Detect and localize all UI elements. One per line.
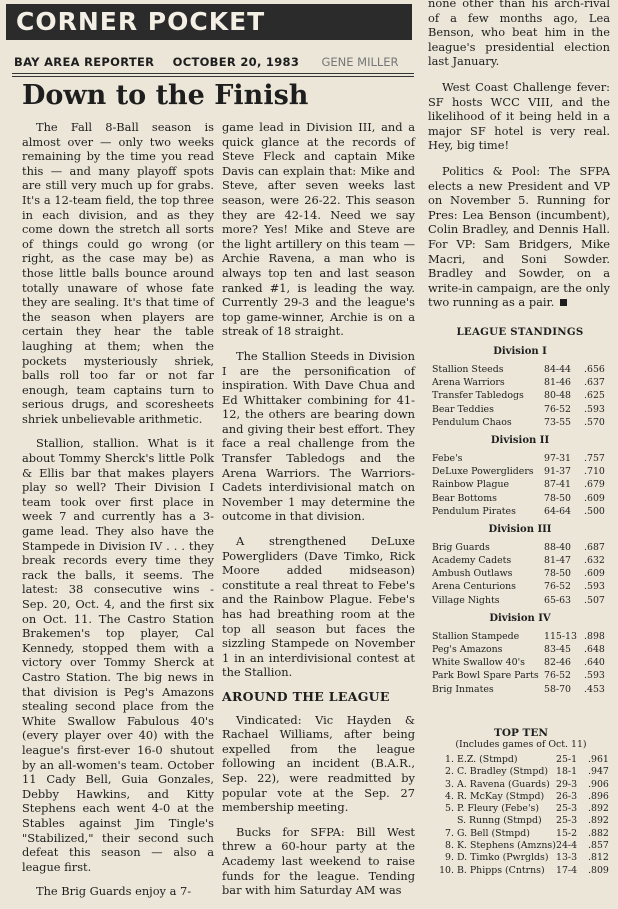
team-pct: .593 <box>584 581 605 593</box>
team-pct: .656 <box>584 364 605 375</box>
player-name: K. Stephens (Amzns) <box>457 840 556 852</box>
player-rank: 4. <box>445 790 454 802</box>
team-record: 83-45 <box>544 644 572 655</box>
player-name: B. Phipps (Cntrns) <box>457 864 545 876</box>
team-pct: .679 <box>584 479 605 491</box>
paragraph: The Fall 8-Ball season is almost over — only two weeks remaining by the time you read this — and many playoff spots are still very much up for grabs. It's a 12-team field, the top three in each division, and as they come down the stretch all sorts of things could go wrong (or right, as the case may be) as those little balls bounce around totally unaware of whose fate they are sealing. It's that time of the season when players are certain they hear the table laughing at them; when the pockets mysteriously shriek, balls roll too far or not far enough, team captains turn to serious drugs, and scoresheets shriek unbelievable arithmetic. <box>22 120 214 426</box>
standings-row <box>428 389 612 402</box>
team-record: 58-70 <box>544 683 572 695</box>
top-ten-subtitle: (Includes games of Oct. 11) <box>455 739 587 750</box>
header-rule <box>12 73 414 74</box>
player-rank: 10. <box>439 864 454 876</box>
top-ten <box>430 727 612 877</box>
paragraph: West Coast Challenge fever: SF hosts WCC VIII, and the likelihood of it being held in a major SF hotel is very real. Hey, big time! <box>428 79 610 153</box>
player-pct: .947 <box>588 766 609 778</box>
team-name: Rainbow Plague <box>432 479 510 491</box>
standings-row <box>428 630 612 643</box>
team-name: Stallion Steeds <box>432 364 504 375</box>
team-pct: .609 <box>584 568 605 580</box>
team-name: DeLuxe Powergliders <box>432 466 534 478</box>
standings-row <box>428 594 612 607</box>
player-name: R. McKay (Stmpd) <box>457 790 545 802</box>
player-pct: .882 <box>588 827 609 839</box>
team-name: Transfer Tabledogs <box>432 390 524 402</box>
paragraph-with-end-mark <box>428 164 610 310</box>
standings-row <box>428 683 612 696</box>
team-record: 78-50 <box>544 568 572 580</box>
standings-row <box>428 492 612 505</box>
top-ten-rows <box>430 754 612 877</box>
team-record: 80-48 <box>544 390 572 402</box>
player-rank: 3. <box>445 778 454 790</box>
team-name: White Swallow 40's <box>432 657 525 669</box>
player-name: E.Z. (Stmpd) <box>457 754 518 765</box>
team-name: Pendulum Pirates <box>432 505 516 517</box>
player-pct: .961 <box>588 754 609 765</box>
standings-divisions <box>428 346 612 696</box>
team-name: Brig Inmates <box>432 683 494 695</box>
paragraph: A strengthened DeLuxe Powergliders (Dave Timko, Rick Moore added midseason) constitute a real threat to Febe's and the Rainbow Plague. Febe's has had breathing room at the top all season but faces the sizzling Stampede on November 1 in an interdivisional contest at the Stallion. <box>222 534 415 680</box>
top-ten-row <box>430 791 612 803</box>
paragraph: none other than his arch-rival of a few months ago, Lea Benson, who beat him in the league's presidential election last January. <box>428 0 610 69</box>
top-ten-row <box>430 803 612 815</box>
team-record: 76-52 <box>544 403 572 415</box>
player-pct: .892 <box>588 803 609 815</box>
top-ten-row <box>430 828 612 840</box>
standings-row <box>428 541 612 554</box>
player-name: A. Ravena (Guards) <box>457 778 550 790</box>
standings-row <box>428 452 612 465</box>
player-name: S. Runng (Stmpd) <box>457 815 542 827</box>
player-name: D. Timko (Pwrglds) <box>457 852 549 864</box>
player-record: 15-2 <box>556 827 578 839</box>
team-pct: .687 <box>584 541 605 553</box>
team-pct: .593 <box>584 403 605 415</box>
player-name: P. Fleury (Febe's) <box>457 803 540 815</box>
team-pct: .625 <box>584 390 605 402</box>
player-rank: 9. <box>445 852 454 864</box>
team-record: 82-46 <box>544 657 572 669</box>
team-name: Brig Guards <box>432 541 490 553</box>
player-pct: .906 <box>588 778 609 790</box>
player-pct: .812 <box>588 852 609 864</box>
paragraph-text: Politics & Pool: The SFPA elects a new President and VP on November 5. Running for Pres: Lea Benson (incumbent), Colin Bradley, and Dennis Hall. For VP: Sam Bridgers, Mike Macri, and Soni Sowder. Bradley and Sowder, on a write-in campaign, are the only two running as a pair. <box>428 163 610 310</box>
player-record: 29-3 <box>556 778 578 790</box>
article-column-2 <box>222 120 415 908</box>
standings-row <box>428 478 612 491</box>
team-name: Bear Teddies <box>432 403 494 415</box>
top-ten-row <box>430 779 612 791</box>
team-record: 115-13 <box>544 630 577 642</box>
team-record: 65-63 <box>544 594 572 606</box>
player-record: 17-4 <box>556 864 578 876</box>
team-name: Peg's Amazons <box>432 644 503 655</box>
team-name: Park Bowl Spare Parts <box>432 670 539 682</box>
team-name: Pendulum Chaos <box>432 416 512 428</box>
player-rank: 1. <box>445 754 454 765</box>
team-record: 91-37 <box>544 466 572 478</box>
paragraph: The Brig Guards enjoy a 7- <box>36 884 192 899</box>
player-pct: .809 <box>588 864 609 876</box>
team-pct: .500 <box>584 505 605 517</box>
top-ten-row <box>430 840 612 852</box>
team-pct: .632 <box>584 555 605 567</box>
team-name: Arena Warriors <box>432 377 505 389</box>
team-name: Village Nights <box>432 594 500 606</box>
league-standings <box>428 326 612 696</box>
division-title: Division IV <box>489 612 551 624</box>
top-ten-row <box>430 852 612 864</box>
column-banner: CORNER POCKET <box>6 4 412 40</box>
team-name: Arena Centurions <box>432 581 516 593</box>
standings-row <box>428 567 612 580</box>
top-ten-title: TOP TEN <box>494 727 548 739</box>
end-mark-icon <box>560 299 567 306</box>
player-name: G. Bell (Stmpd) <box>457 827 530 839</box>
team-name: Stallion Stampede <box>432 630 520 642</box>
team-record: 97-31 <box>544 452 572 464</box>
division-title: Division II <box>490 434 550 446</box>
team-record: 76-52 <box>544 581 572 593</box>
division-title: Division III <box>488 523 552 535</box>
publication-name: BAY AREA REPORTER <box>14 55 155 69</box>
standings-row <box>428 376 612 389</box>
player-rank: 8. <box>445 840 454 852</box>
standings-row <box>428 669 612 682</box>
publication-date: OCTOBER 20, 1983 <box>172 55 300 69</box>
byline: GENE MILLER <box>321 55 399 69</box>
player-rank: 5. <box>445 803 454 815</box>
team-record: 64-64 <box>544 505 572 517</box>
dateline <box>14 55 414 69</box>
team-pct: .648 <box>584 644 605 655</box>
team-pct: .757 <box>584 452 605 464</box>
top-ten-row <box>430 865 612 877</box>
player-pct: .857 <box>588 840 609 852</box>
player-record: 25-3 <box>556 815 578 827</box>
standings-row <box>428 403 612 416</box>
team-pct: .637 <box>584 377 605 389</box>
top-ten-row <box>430 815 612 827</box>
top-ten-row <box>430 766 612 778</box>
standings-row <box>428 656 612 669</box>
standings-title: LEAGUE STANDINGS <box>456 326 584 338</box>
standings-row <box>428 416 612 429</box>
division-title: Division I <box>493 346 547 357</box>
player-record: 25-3 <box>556 803 578 815</box>
paragraph: game lead in Division III, and a quick glance at the records of Steve Fleck and captain Mike Davis can explain that: Mike and Steve, after seven weeks last season, were 26-22. This season they are 42-14. Need we say more? Yes! Mike and Steve are the light artillery on this team — Archie Ravena, a man who is always top ten and last season ranked #1, is leading the way. Currently 29-3 and the league's top game-winner, Archie is on a streak of 18 straight. <box>222 120 415 339</box>
team-record: 81-47 <box>544 555 572 567</box>
player-pct: .896 <box>588 790 609 802</box>
team-name: Academy Cadets <box>432 555 512 567</box>
player-name: C. Bradley (Stmpd) <box>457 766 548 778</box>
paragraph: Stallion, stallion. What is it about Tommy Sherck's little Polk & Ellis bar that makes players play so well? Their Division I team took over first place in week 7 and currently has a 3-game lead. They also have the Stampede in Division IV . . . they break records every time they rack the balls, it seems. The latest: 38 consecutive wins - Sep. 20, Oct. 4, and the first six on Oct. 11. The Castro Station Brakemen's top player, Cal Kennedy, stopped them with a victory over Tommy Sherck at Castro Station. The big news in that division is Peg's Amazons stealing second place from the White Swallow Fabulous 40's (every player over 40) with the league's first-ever 16-0 shutout by an all-women's team. October 11 Cady Bell, Guia Gonzales, Debby Hawkins, and Kitty Stephens each went 4-0 at the Stables against Jim Tingle's "Stabilized," their second such defeat this season — also a league first. <box>22 436 214 874</box>
team-record: 87-41 <box>544 479 572 491</box>
team-pct: .640 <box>584 657 605 669</box>
paragraph: Bucks for SFPA: Bill West threw a 60-hour party at the Academy last weekend to raise funds for the league. Tending bar with him Saturday AM was <box>222 824 415 898</box>
team-pct: .609 <box>584 492 605 504</box>
team-name: Ambush Outlaws <box>432 568 513 580</box>
player-record: 13-3 <box>556 852 578 864</box>
standings-row <box>428 465 612 478</box>
team-name: Bear Bottoms <box>432 492 497 504</box>
article-column-3 <box>428 0 610 321</box>
header-rule-double <box>12 76 414 77</box>
team-record: 76-52 <box>544 670 572 682</box>
paragraph: Vindicated: Vic Hayden & Rachael Williams, after being expelled from the league following an incident (B.A.R., Sep. 22), were readmitted by popular vote at the Sep. 27 membership meeting. <box>222 712 415 815</box>
player-rank <box>430 815 457 827</box>
paragraph: The Stallion Steeds in Division I are the personification of inspiration. With Dave Chua and Ed Whittaker combining for 41-12, the others are bearing down and giving their best effort. They face a real challenge from the Transfer Tabledogs and the Arena Warriors. The Warriors-Cadets interdivisional match on November 1 may determine the outcome in that division. <box>222 348 415 524</box>
team-record: 81-46 <box>544 377 572 389</box>
headline: Down to the Finish <box>22 80 309 111</box>
player-rank: 2. <box>445 766 454 778</box>
team-pct: .898 <box>584 630 605 642</box>
player-rank: 7. <box>445 827 454 839</box>
standings-row <box>428 580 612 593</box>
article-column-1 <box>22 120 214 909</box>
team-pct: .593 <box>584 670 605 682</box>
player-record: 18-1 <box>556 766 578 778</box>
team-name: Febe's <box>432 452 463 464</box>
team-record: 84-44 <box>544 364 572 375</box>
team-pct: .453 <box>584 683 605 695</box>
standings-row <box>428 643 612 656</box>
top-ten-row <box>430 754 612 766</box>
team-record: 73-55 <box>544 416 572 428</box>
standings-row <box>428 505 612 518</box>
player-pct: .892 <box>588 815 609 827</box>
team-pct: .507 <box>584 594 605 606</box>
team-pct: .710 <box>584 466 605 478</box>
player-record: 25-1 <box>556 754 578 765</box>
standings-row <box>428 554 612 567</box>
player-record: 26-3 <box>556 790 578 802</box>
team-record: 88-40 <box>544 541 572 553</box>
standings-row <box>428 363 612 376</box>
section-subhead: AROUND THE LEAGUE <box>222 688 390 704</box>
team-record: 78-50 <box>544 492 572 504</box>
team-pct: .570 <box>584 416 605 428</box>
player-record: 24-4 <box>556 840 578 852</box>
